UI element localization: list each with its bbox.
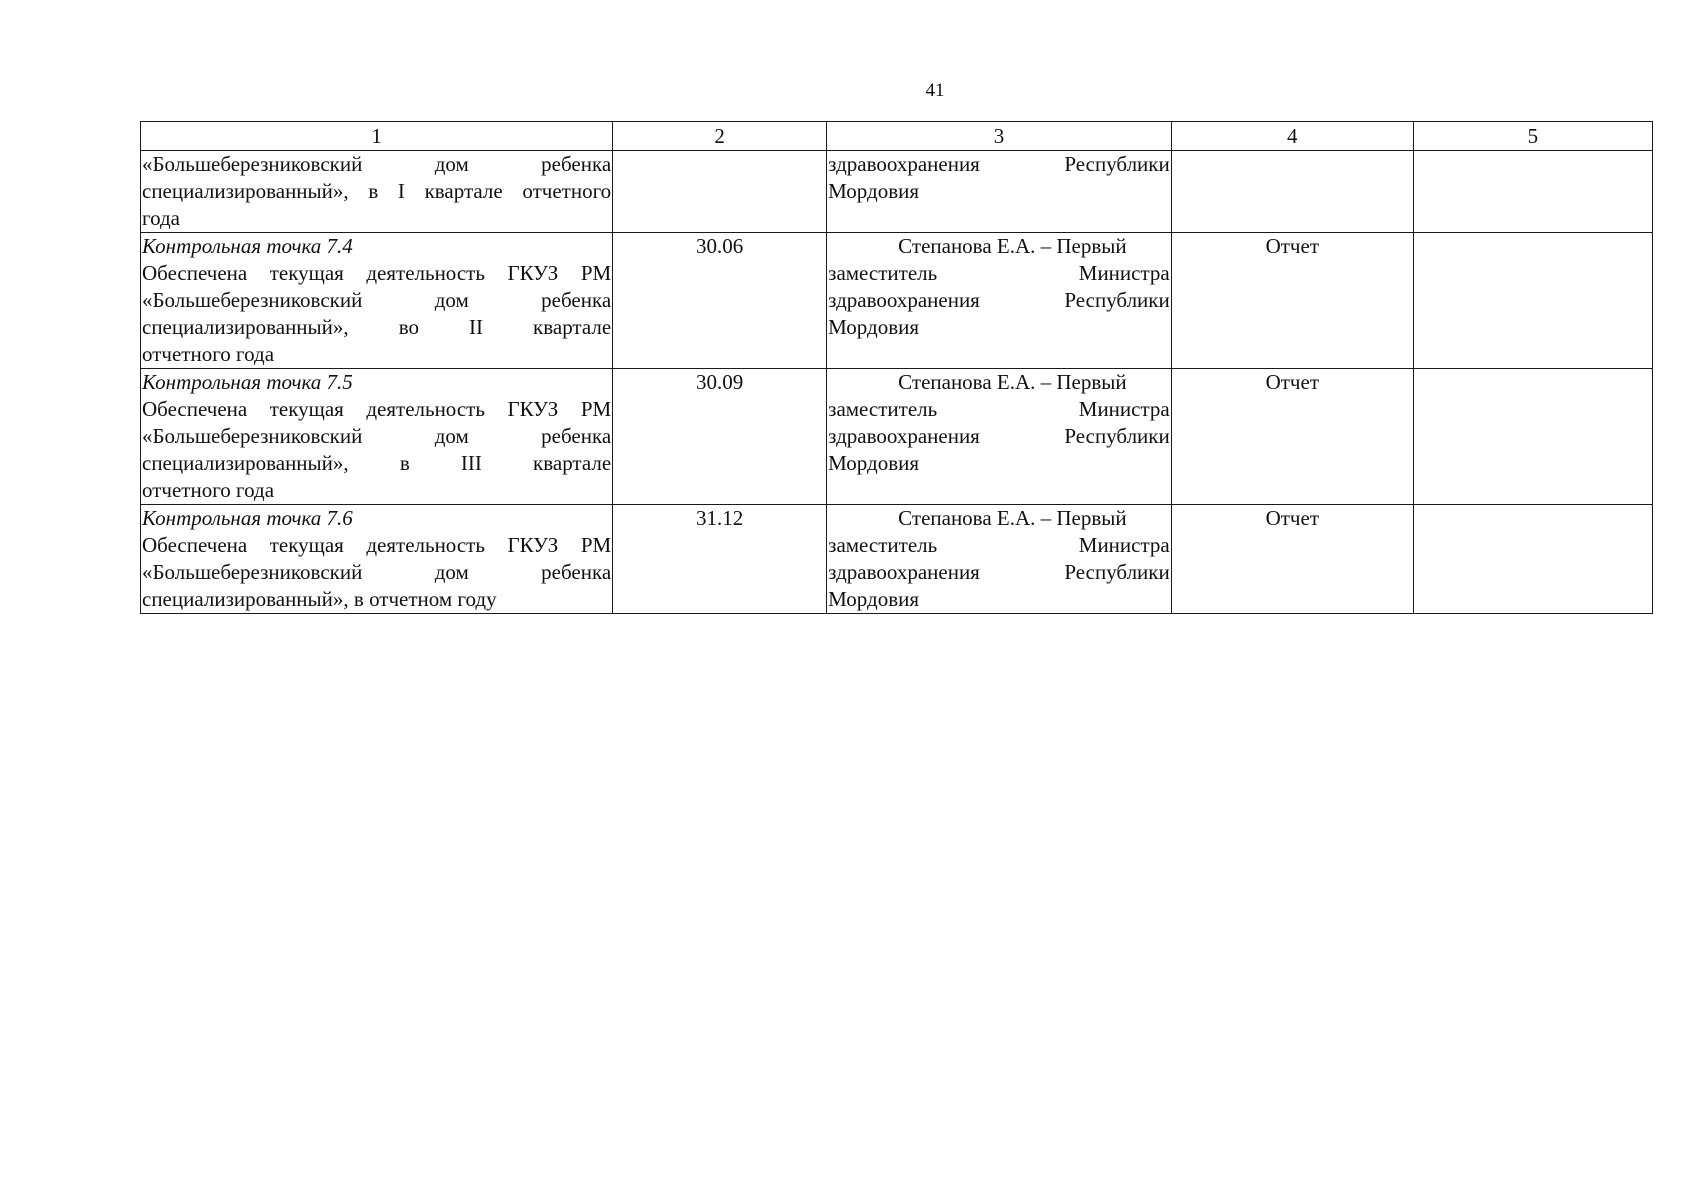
control-point-date: 31.12 (613, 505, 827, 614)
desc-line: Обеспечена текущая деятельность ГКУЗ РМ (142, 533, 612, 557)
table-row (141, 505, 1653, 614)
control-point-document: Отчет (1171, 505, 1413, 614)
table-row (141, 233, 1653, 369)
control-point-document: Отчет (1171, 369, 1413, 505)
column-header-2: 2 (613, 122, 827, 151)
control-point-title: Контрольная точка 7.5 (142, 370, 353, 394)
resp-line: здравоохранения Республики (828, 560, 1170, 584)
column-header-3: 3 (827, 122, 1172, 151)
column-header-4: 4 (1171, 122, 1413, 151)
control-point-title: Контрольная точка 7.4 (142, 234, 353, 258)
control-point-responsible (827, 233, 1172, 369)
continuation-document (1171, 151, 1413, 233)
resp-line: Мордовия (828, 179, 920, 203)
desc-line: «Большеберезниковский дом ребенка (142, 424, 612, 448)
desc-line: Обеспечена текущая деятельность ГКУЗ РМ (142, 261, 612, 285)
resp-line: заместитель Министра (828, 397, 1170, 421)
resp-line: Мордовия (828, 587, 920, 611)
resp-line: здравоохранения Республики (828, 152, 1170, 176)
desc-line: специализированный», в отчетном году (142, 587, 497, 611)
table-row-continuation (141, 151, 1653, 233)
control-point-title: Контрольная точка 7.6 (142, 506, 353, 530)
continuation-responsible (827, 151, 1172, 233)
resp-line: здравоохранения Республики (828, 288, 1170, 312)
control-point-date: 30.06 (613, 233, 827, 369)
desc-line: отчетного года (142, 342, 275, 366)
control-point-responsible (827, 369, 1172, 505)
continuation-description (141, 151, 613, 233)
desc-line: специализированный», в I квартале отчетного (142, 179, 612, 203)
resp-line: заместитель Министра (828, 261, 1170, 285)
control-point-col5 (1413, 233, 1652, 369)
desc-line: года (142, 206, 180, 230)
control-point-description (141, 369, 613, 505)
resp-line: Степанова Е.А. – Первый (898, 234, 1127, 258)
control-point-responsible (827, 505, 1172, 614)
control-point-description (141, 505, 613, 614)
desc-line: «Большеберезниковский дом ребенка (142, 152, 612, 176)
desc-line: «Большеберезниковский дом ребенка (142, 288, 612, 312)
continuation-date (613, 151, 827, 233)
desc-line: «Большеберезниковский дом ребенка (142, 560, 612, 584)
desc-line: Обеспечена текущая деятельность ГКУЗ РМ (142, 397, 612, 421)
desc-line: специализированный», в III квартале (142, 451, 612, 475)
table-header-row (141, 122, 1653, 151)
column-header-5: 5 (1413, 122, 1652, 151)
resp-line: Мордовия (828, 451, 920, 475)
resp-line: Степанова Е.А. – Первый (898, 370, 1127, 394)
desc-line: отчетного года (142, 478, 275, 502)
resp-line: заместитель Министра (828, 533, 1170, 557)
control-points-table (140, 121, 1653, 614)
resp-line: Мордовия (828, 315, 920, 339)
page-number: 41 (925, 80, 945, 101)
control-point-col5 (1413, 369, 1652, 505)
resp-line: здравоохранения Республики (828, 424, 1170, 448)
control-point-date: 30.09 (613, 369, 827, 505)
table-row (141, 369, 1653, 505)
resp-line: Степанова Е.А. – Первый (898, 506, 1127, 530)
desc-line: специализированный», во II квартале (142, 315, 612, 339)
column-header-1: 1 (141, 122, 613, 151)
continuation-col5 (1413, 151, 1652, 233)
control-point-description (141, 233, 613, 369)
control-point-document: Отчет (1171, 233, 1413, 369)
control-point-col5 (1413, 505, 1652, 614)
